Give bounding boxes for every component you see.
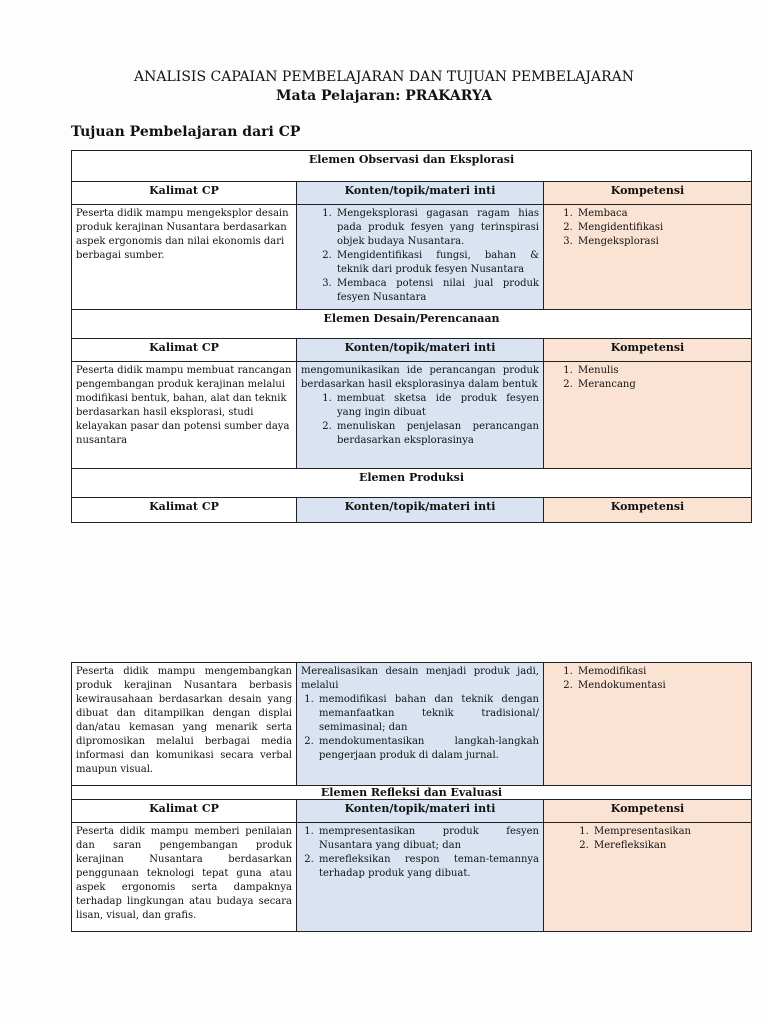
kompetensi-cell [544,205,752,310]
kompetensi-cell [544,663,752,786]
content-row-desain [72,362,752,469]
content-row-refleksi [72,823,752,932]
konten-cell [297,823,544,932]
kompetensi-item: 1. Memodifikasi [576,665,747,679]
konten-cell [297,362,544,469]
header-row [72,498,752,523]
konten-item: 2. Mengidentifikasi fungsi, bahan & teknik dari produk fesyen Nusantara [335,249,539,277]
header-kalimat: Kalimat CP [72,498,297,523]
kalimat-cp-text: Peserta didik mampu mengeksplor desain produk kerajinan Nusantara berdasarkan aspek ergonomis dan nilai ekonomis dari berbagai sumber. [76,208,289,261]
kompetensi-item: 1. Menulis [576,364,747,378]
document-subtitle: Mata Pelajaran: PRAKARYA [276,88,492,104]
section-title-desain: Elemen Desain/Perencanaan [72,310,752,339]
kalimat-cp-text: Peserta didik mampu memberi penilaian dan saran pengembangan produk kerajinan Nusantara berdasarkan penggunaan teknologi tepat guna atau aspek ergonomis serta dampaknya terhadap lingkungan atau budaya secara lisan, visual, dan grafis. [76,826,292,921]
header-konten: Konten/topik/materi inti [297,800,544,823]
kompetensi-item: 3. Mengeksplorasi [576,235,747,249]
section-title-observasi: Elemen Observasi dan Eksplorasi [72,151,752,182]
section-title-refleksi: Elemen Refleksi dan Evaluasi [72,786,752,800]
section-row-desain [72,310,752,339]
content-row-produksi [72,663,752,786]
header-kompetensi: Kompetensi [544,800,752,823]
konten-item: 1. memodifikasi bahan dan teknik dengan memanfaatkan teknik tradisional/ semimasinal; dan [317,693,539,735]
konten-item: 1. Mengeksplorasi gagasan ragam hias pada produk fesyen yang terinspirasi objek budaya Nusantara. [335,207,539,249]
konten-item: 3. Membaca potensi nilai jual produk fesyen Nusantara [335,277,539,305]
kompetensi-item: 1. Membaca [576,207,747,221]
konten-item: 1. membuat sketsa ide produk fesyen yang ingin dibuat [335,392,539,420]
kalimat-cp-cell [72,205,297,310]
section-row-observasi [72,151,752,182]
header-konten: Konten/topik/materi inti [297,339,544,362]
kompetensi-item: 2. Mendokumentasi [576,679,747,693]
kalimat-cp-text: Peserta didik mampu membuat rancangan pengembangan produk kerajinan melalui modifikasi bentuk, bahan, alat dan teknik berdasarkan hasil eksplorasi, studi kelayakan pasar dan potensi sumber daya nusantara [76,365,292,446]
header-kompetensi: Kompetensi [544,498,752,523]
section-title-produksi: Elemen Produksi [72,469,752,498]
header-kalimat: Kalimat CP [72,339,297,362]
header-row [72,800,752,823]
header-kalimat: Kalimat CP [72,800,297,823]
content-row-observasi [72,205,752,310]
header-konten: Konten/topik/materi inti [297,182,544,205]
header-kalimat: Kalimat CP [72,182,297,205]
konten-item: 2. merefleksikan respon teman-temannya terhadap produk yang dibuat. [317,853,539,881]
konten-intro: Merealisasikan desain menjadi produk jadi, melalui [301,666,539,691]
konten-cell [297,205,544,310]
konten-intro: mengomunikasikan ide perancangan produk berdasarkan hasil eksplorasinya dalam bentuk [301,365,539,390]
kalimat-cp-text: Peserta didik mampu mengembangkan produk kerajinan Nusantara berbasis kewirausahaan berdasarkan desain yang dibuat dan ditampilkan dengan displai dan/atau kemasan yang menarik serta dipromosikan melalui berbagai media informasi dan komunikasi secara verbal maupun visual. [76,666,292,775]
header-konten: Konten/topik/materi inti [297,498,544,523]
kompetensi-cell [544,823,752,932]
kompetensi-item: 2. Merancang [576,378,747,392]
kompetensi-cell [544,362,752,469]
header-row [72,182,752,205]
cp-analysis-table-page2 [71,662,752,932]
kalimat-cp-cell [72,362,297,469]
document-title: ANALISIS CAPAIAN PEMBELAJARAN DAN TUJUAN PEMBELAJARAN [134,69,634,85]
kompetensi-item: 2. Mengidentifikasi [576,221,747,235]
cp-analysis-table-page1 [71,150,752,523]
kalimat-cp-cell [72,663,297,786]
konten-item: 2. mendokumentasikan langkah-langkah pengerjaan produk di dalam jurnal. [317,735,539,763]
section-heading: Tujuan Pembelajaran dari CP [71,124,301,140]
header-row [72,339,752,362]
konten-cell [297,663,544,786]
kompetensi-item: 2. Merefleksikan [592,839,747,853]
section-row-produksi [72,469,752,498]
header-kompetensi: Kompetensi [544,339,752,362]
header-kompetensi: Kompetensi [544,182,752,205]
kompetensi-item: 1. Mempresentasikan [592,825,747,839]
kalimat-cp-cell [72,823,297,932]
section-row-refleksi [72,786,752,800]
konten-item: 1. mempresentasikan produk fesyen Nusantara yang dibuat; dan [317,825,539,853]
konten-item: 2. menuliskan penjelasan perancangan berdasarkan eksplorasinya [335,420,539,448]
